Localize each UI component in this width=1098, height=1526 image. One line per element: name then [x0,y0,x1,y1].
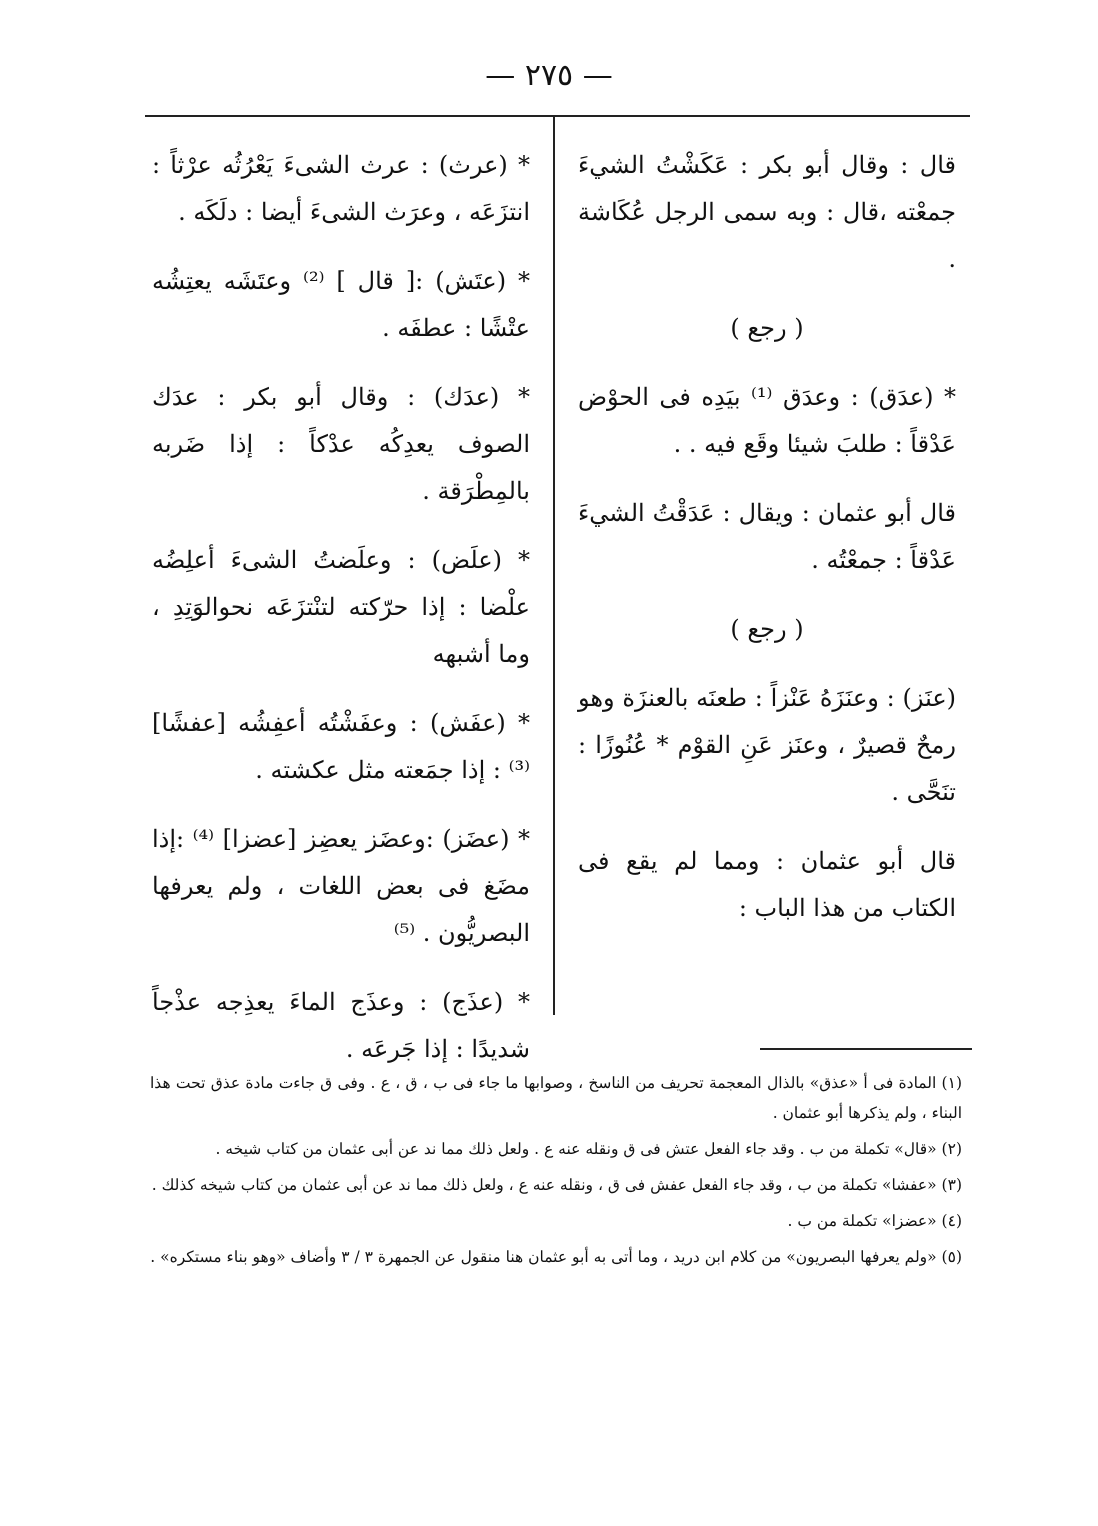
right-column [578,142,956,954]
footnote: (٤) «عضزا» تكملة من ب . [787,1212,962,1230]
page-number: — ٢٧٥ — [485,58,613,93]
entry-paragraph: * (عدَق) : وعدَق ⁽¹⁾ بيَدِه فى الحوْض عَدْقاً : طلبَ شيئا وقَع فيه . . [578,383,956,458]
column-divider [553,115,555,1015]
footnote: (٢) «قال» تكملة من ب . وقد جاء الفعل عتش فى ق ونقله عنه ع . ولعل ذلك مما ند عن أبى عثمان من كتاب شيخه . [215,1140,962,1158]
entry-paragraph: * (عرث) : عرث الشىءَ يَعْرُثُه عرْثاً : انتزَعَه ، وعرَث الشىءَ أيضا : دلَكَه . [152,151,530,226]
section-heading: ( رجع ) [730,314,804,342]
footnotes [150,1068,962,1278]
header-rule [145,115,970,117]
entry-paragraph: * (عدَك) : وقال أبو بكر : عدَك الصوف يعدِكُه عدْكاً : إذا ضَربه بالمِطْرَقة . [152,383,530,505]
footnote: (٥) «ولم يعرفها البصريون» من كلام ابن دريد ، وما أتى به أبو عثمان هنا منقول عن الجمهرة ٣ / ٣ وأضاف «وهو بناء مستكره» . [150,1248,962,1266]
left-column [152,142,530,1095]
section-heading: ( رجع ) [730,615,804,643]
entry-paragraph: قال أبو عثمان : ومما لم يقع فى الكتاب من هذا الباب : [578,847,956,922]
entry-paragraph: * (علَض) : وعلَضتُ الشىءَ أعلِضُه علْضا : إذا حرّكته لتنْتزَعَه نحوالوَتِدِ ، وما أشبهه [152,546,530,668]
entry-paragraph: قال أبو عثمان : ويقال : عَدَقْتُ الشيءَ عَدْقاً : جمعْتُه . [578,499,956,574]
entry-paragraph: قال : وقال أبو بكر : عَكَشْتُ الشيءَ جمعْته ،قال : وبه سمى الرجل عُكَاشة . [578,151,956,273]
footnote-rule [760,1048,972,1050]
entry-paragraph: (عنَز) : وعنَزَهُ عَنْزاً : طعنَه بالعنزَة وهو رمحٌ قصيرٌ ، وعنَز عَنِ القوْم * عُنُوزًا : تنَحَّى . [578,684,956,806]
entry-paragraph: * (عذَج) : وعذَج الماءَ يعذِجه عذْجاً شديدًا : إذا جَرعَه . [152,988,530,1063]
footnote: (٣) «عفشا» تكملة من ب ، وقد جاء الفعل عفش فى ق ، ونقله عنه ع ، ولعل ذلك مما ند عن أبى عثمان من كتاب شيخه كذلك . [151,1176,962,1194]
entry-paragraph: * (عفَش) : وعفَشْتُه أعفِشُه [عفشًا] ⁽³⁾ : إذا جمَعته مثل عكشته . [152,709,530,784]
footnote: (١) المادة فى أ «عذق» بالذال المعجمة تحريف من الناسخ ، وصوابها ما جاء فى ب ، ق ، ع . وفى ق جاءت مادة عذق تحت هذا البناء ، ولم يذكرها أبو عثمان . [150,1074,962,1122]
entry-paragraph: * (عضَز) :وعضَز يعضِز [عضزا] ⁽⁴⁾ :إذا مضَغ فى بعض اللغات ، ولم يعرفها البصريُّون . ⁽⁵⁾ [152,825,530,947]
entry-paragraph: * (عتَش) :[ قال ] ⁽²⁾ وعتَشَه يعتِشُه عتْشًا : عطفَه . [152,267,531,342]
